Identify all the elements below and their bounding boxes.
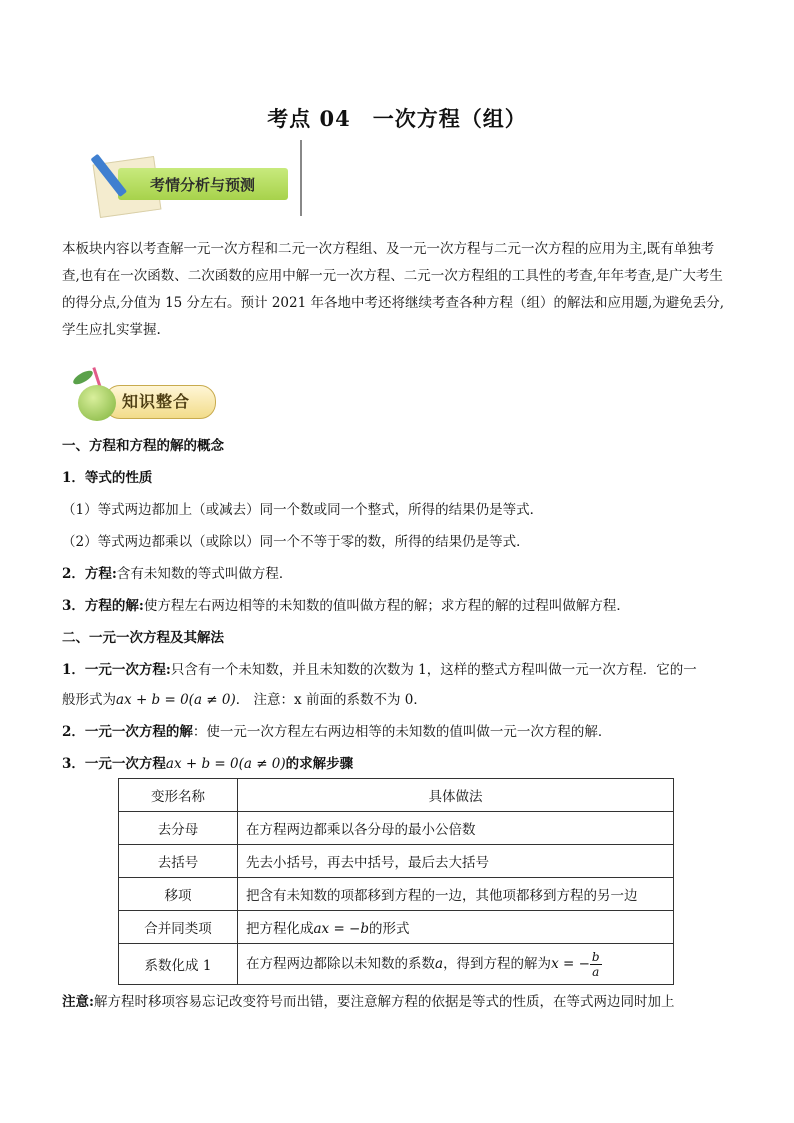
section2-item1-cont: 般形式为ax + b = 0(a ≠ 0)． 注意：x 前面的系数不为 0． [62,692,427,708]
table-header: 具体做法 [238,779,674,812]
step-name: 移项 [119,878,238,911]
solution-steps-table [118,778,674,985]
step-method: 先去小括号，再去中括号，最后去大括号 [238,845,674,878]
section2-item2: 2．一元一次方程的解：使一元一次方程左右两边相等的未知数的值叫做一元一次方程的解． [62,724,612,740]
knowledge-banner-label: 知识整合 [122,392,191,411]
section2-heading: 二、一元一次方程及其解法 [62,630,224,646]
fraction: $\frac{b}{a}$ [591,949,600,979]
knowledge-banner [70,365,220,425]
page-title: 考点 04 一次方程（组） [267,106,527,131]
step-name: 系数化成 1 [119,944,238,985]
step-method: 在方程两边都乘以各分母的最小公倍数 [238,812,674,845]
table-header: 变形名称 [119,779,238,812]
step-method: 把含有未知数的项都移到方程的一边，其他项都移到方程的另一边 [238,878,674,911]
table-header-row [119,779,674,812]
table-row [119,878,674,911]
section1-item3: 3．方程的解:使方程左右两边相等的未知数的值叫做方程的解；求方程的解的过程叫做解方程． [62,598,630,614]
rule-1: （1）等式两边都加上（或减去）同一个数或同一个整式，所得的结果仍是等式． [62,502,544,518]
step-name: 去分母 [119,812,238,845]
table-row [119,845,674,878]
section2-item1: 1．一元一次方程:只含有一个未知数，并且未知数的次数为 1，这样的整式方程叫做一元一次方程．它的一 [62,662,697,678]
note-line: 注意:解方程时移项容易忘记改变符号而出错，要注意解方程的依据是等式的性质，在等式两边同时加上 [62,994,675,1010]
rule-2: （2）等式两边都乘以（或除以）同一个不等于零的数，所得的结果仍是等式． [62,534,530,550]
section2-item3: 3．一元一次方程ax + b = 0(a ≠ 0)的求解步骤 [62,756,354,772]
divider [300,140,302,216]
table-row [119,812,674,845]
step-method: 把方程化成ax = −b的形式 [238,911,674,944]
step-name: 去括号 [119,845,238,878]
coconut-icon [78,385,116,421]
step-name: 合并同类项 [119,911,238,944]
step-method: 在方程两边都除以未知数的系数a，得到方程的解为x = − $\frac{b}{a}$ [238,944,674,985]
section1-item2: 2．方程:含有未知数的等式叫做方程． [62,566,293,582]
general-form-formula: ax + b = 0(a ≠ 0) [116,692,236,708]
intro-paragraph: 本板块内容以考查解一元一次方程和二元一次方程组、及一元一次方程与二元一次方程的应用为主,既有单独考查,也有在一次函数、二次函数的应用中解一元一次方程、二元一次方程组的工具性的考查,年年考查,是广大考生的得分点,分值为 15 分左右。预计 2021 年各地中考还将继续考查各种方程（组）的解法和应用题,为避免丢分,学生应扎实掌握. [62,241,725,338]
analysis-banner-label: 考情分析与预测 [150,176,256,194]
section1-item1-title: 1．等式的性质 [62,470,153,486]
section1-heading: 一、方程和方程的解的概念 [62,438,224,454]
table-row [119,911,674,944]
analysis-banner [88,148,303,218]
table-row [119,944,674,985]
